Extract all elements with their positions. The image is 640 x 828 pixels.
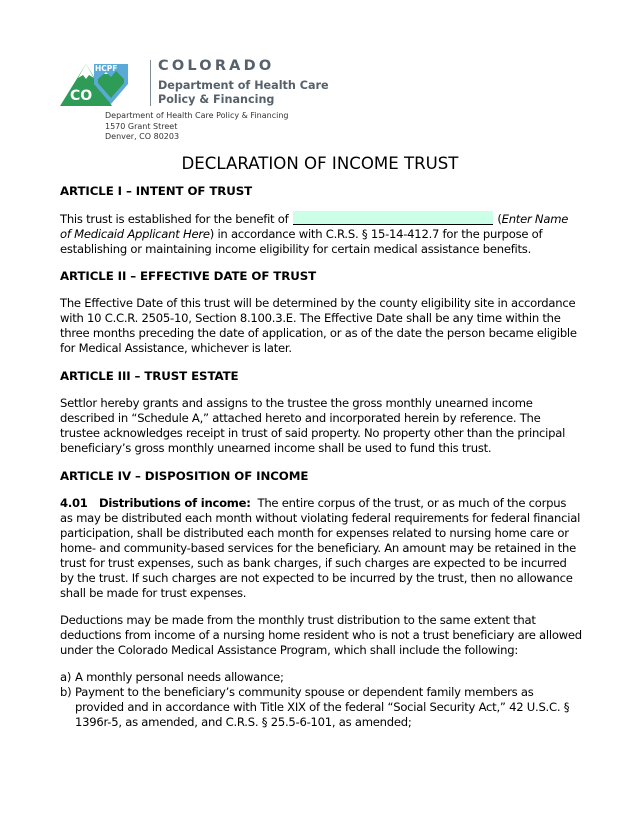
- logo-badge-text: HCPF: [95, 64, 118, 73]
- address-line: Denver, CO 80203: [105, 132, 180, 142]
- list-item-marker: a): [60, 670, 72, 684]
- article1-heading: ARTICLE I – INTENT OF TRUST: [60, 184, 253, 198]
- article3-text: Settlor hereby grants and assigns to the trustee the gross monthly unearned income described in “Schedule A,” attached hereto and incorporated herein by reference. The trustee acknowledges receipt in trust of said property. No property other than the principal beneficiary’s gross monthly unearned income shall be used to fund this trust.: [60, 396, 566, 455]
- beneficiary-name-field[interactable]: [293, 211, 493, 225]
- article1-text-before: This trust is established for the benefit of: [60, 212, 292, 226]
- article1-text: This trust is established for the benefit of (Enter Name of Medicaid Applicant Here) in accordance with C.R.S. § 15-14-412.7 for the purpose of establishing or maintaining income eligibility for certain medical assistance benefits.: [60, 212, 569, 256]
- article2-text: The Effective Date of this trust will be determined by the county eligibility site in accordance with 10 C.C.R. 2505-10, Section 8.100.3.E. The Effective Date shall be any time within the three months preceding the date of application, or as of the date the person became eligible for Medical Assistance, whichever is later.: [60, 296, 577, 355]
- document-title: DECLARATION OF INCOME TRUST: [181, 154, 459, 173]
- article2-heading: ARTICLE II – EFFECTIVE DATE OF TRUST: [60, 269, 317, 283]
- list-item-text: A monthly personal needs allowance;: [75, 670, 284, 684]
- article1-field-hint: Enter Name of Medicaid Applicant Here: [60, 212, 569, 241]
- section-401-body: The entire corpus of the trust, or as much of the corpus as may be distributed each month without violating federal requirements for federal financial participation, shall be distributed each month for expenses related to nursing home care or home- and community-based services for the beneficiary. An amount may be retained in the trust for trust expenses, such as bank charges, if such charges are expected to be incurred by the trust. If such charges are not expected to be incurred by the trust, then no allowance shall be made for trust expenses.: [60, 496, 584, 600]
- list-item-text: Payment to the beneficiary’s community spouse or dependent family members as provided and in accordance with Title XIX of the federal “Social Security Act,” 42 U.S.C. § 1396r-5, as amended, and C.R.S. § 25.5-6-101, as amended;: [75, 685, 570, 729]
- logo-mark-text: CO: [70, 88, 93, 104]
- list-item: [60, 685, 582, 730]
- brand-department-line1: Department of Health Care: [158, 79, 329, 92]
- section-401-label: 4.01 Distributions of income:: [60, 496, 251, 510]
- address-line: 1570 Grant Street: [105, 121, 178, 131]
- address-line: Department of Health Care Policy & Financing: [105, 111, 289, 120]
- deductions-text: Deductions may be made from the monthly trust distribution to the same extent that deductions from income of a nursing home resident who is not a trust beneficiary are allowed under the Colorado Medical Assistance Program, which shall include the following:: [60, 613, 582, 657]
- department-address: [105, 111, 288, 143]
- section-401-text: [60, 496, 582, 601]
- document-body: [60, 184, 582, 730]
- article4-heading: ARTICLE IV – DISPOSITION OF INCOME: [60, 469, 309, 483]
- brand-state: COLORADO: [158, 58, 275, 74]
- list-item: [60, 670, 582, 685]
- colorado-logo-icon: [58, 58, 150, 108]
- list-item-marker: b): [60, 685, 72, 699]
- brand-department-line2: Policy & Financing: [158, 93, 275, 106]
- article1-text-after: ) in accordance with C.R.S. § 15-14-412.7 for the purpose of establishing or maintaining income eligibility for certain medical assistance benefits.: [60, 227, 543, 256]
- brand-department: [158, 79, 329, 107]
- logo-divider: [150, 60, 151, 106]
- deductions-list: [60, 670, 582, 730]
- article3-heading: ARTICLE III – TRUST ESTATE: [60, 369, 239, 383]
